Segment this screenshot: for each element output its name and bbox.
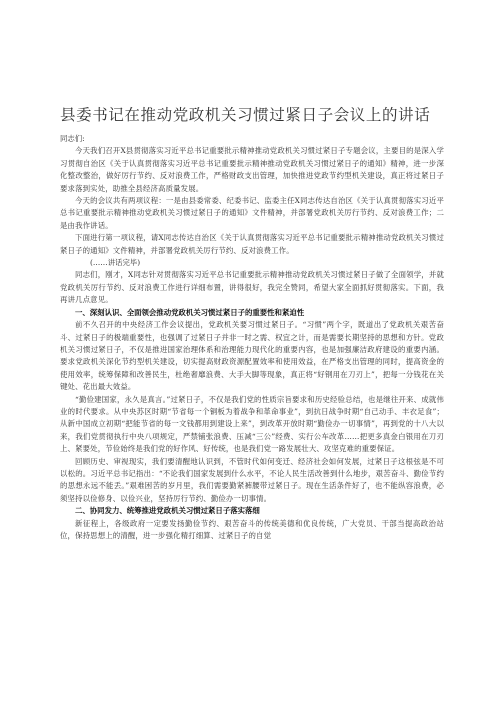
salutation: 同志们: bbox=[60, 134, 85, 143]
speech-end-note: (……讲话完毕) bbox=[90, 258, 141, 268]
section-heading-1: 一、深刻认识、全面领会推动党政机关习惯过紧日子的重要性和紧迫性 bbox=[75, 307, 305, 317]
document-body bbox=[60, 103, 444, 542]
paragraph: 下面进行第一项议程，请X同志传达自治区《关于认真贯彻落实习近平总书记重要批示精神推动党政机关习惯过紧日子的通知》文件精神，并部署党政机关厉行节约、反对浪费工作。 bbox=[60, 233, 444, 255]
paragraph: “勤俭建国家，永久是真言。”过紧日子，不仅是我们党的性质宗旨要求和历史经验总结，也是继往开来、成就伟业的时代要求。从中央苏区时期“节省每一个铜板为着战争和革命事业”，到抗日战争时期“自己动手、丰衣足食”；从新中国成立初期“把能节省的每一文钱都用到建设上来”，到改革开放时期“勤俭办一切事情”，再到党的十八大以来，我们党贯彻执行中央八项规定，严禁铺张浪费、压减“三公”经费、实行公车改革……把更多真金白银用在刀刃上、紧要处，节俭始终是我们党的好作风、好传统，也是我们党一路发展壮大、攻坚克难的重要保证。 bbox=[60, 394, 444, 454]
paragraph: 今天我们召开X县贯彻落实习近平总书记重要批示精神推动党政机关习惯过紧日子专题会议，主要目的是深入学习贯彻自治区《关于认真贯彻落实习近平总书记重要批示精神推动党政机关习惯过紧日子的通知》精神，进一步深化整改整治，做好厉行节约、反对浪费工作，严格财政支出管理，加快推进党政节约型机关建设，真正将过紧日子要求落到实处，助推全县经济高质量发展。 bbox=[60, 146, 444, 193]
paragraph: 同志们，刚才，X同志针对贯彻落实习近平总书记重要批示精神推动党政机关习惯过紧日子做了全面领学，并就党政机关厉行节约、反对浪费工作进行详细布置，讲得很好，我完全赞同，希望大家全面抓好贯彻落实。下面，我再讲几点意见。 bbox=[60, 270, 444, 305]
section-heading-2: 二、协同发力、统筹推进党政机关习惯过紧日子落实落细 bbox=[75, 506, 260, 516]
paragraph: 今天的会议共有两项议程：一是由县委常委、纪委书记、监委主任X同志传达自治区《关于认真贯彻落实习近平总书记重要批示精神推动党政机关习惯过紧日子的通知》文件精神，并部署党政机关厉行节约、反对浪费工作；二是由我作讲话。 bbox=[60, 196, 444, 230]
document-title: 县委书记在推动党政机关习惯过紧日子会议上的讲话 bbox=[60, 106, 431, 124]
paragraph: 回顾历史、审视现实，我们要清醒地认识到，不管时代如何变迁、经济社会如何发展，过紧日子这根弦是不可以松的。习近平总书记指出：“不论我们国家发展到什么水平，不论人民生活改善到什么地步，艰苦奋斗、勤俭节约的思想永远不能丢。”艰难困苦的岁月里，我们需要勤紧裤腰带过紧日子。现在生活条件好了，也不能纵容浪费，必须坚持以俭修身、以俭兴业，坚持厉行节约、勤俭办一切事情。 bbox=[60, 456, 444, 503]
paragraph: 新征程上，各级政府一定要发扬勤俭节约、艰苦奋斗的传统美德和优良传统，广大党员、干部当提高政治站位，保持思想上的清醒，进一步强化精打细算、过紧日子的自觉 bbox=[60, 518, 444, 540]
paragraph: 前不久召开的中央经济工作会议提出，党政机关要习惯过紧日子。“习惯”两个字，既道出了党政机关艰苦奋斗、过紧日子的极端重要性，也强调了过紧日子并非一时之需、权宜之计，而是需要长期坚持的思想和方针。党政机关习惯过紧日子，不仅是推进国家治理体系和治理能力现代化的重要内容，也是加强廉洁政府建设的重要内涵。要求党政机关深化节约型机关建设，切实提高财政资源配置效率和使用效益，在严格支出管理的同时，提高资金的使用效率，统筹保障和改善民生，杜绝奢靡浪费、大手大脚等现象，真正将“好钢用在刀刃上”，把每一分钱花在关键处、花出最大效益。 bbox=[60, 320, 444, 392]
